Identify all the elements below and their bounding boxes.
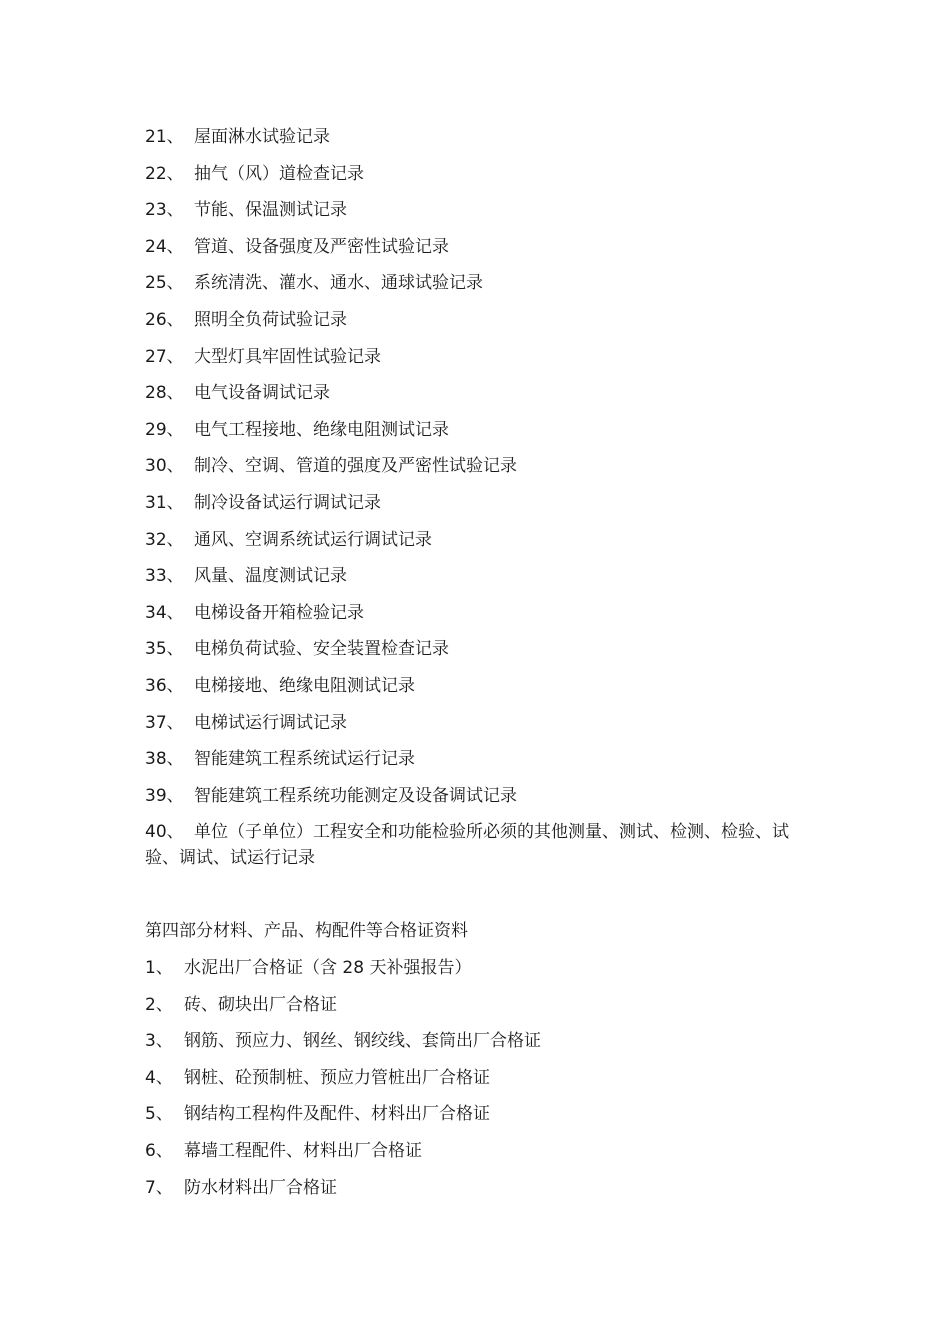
item-text: 钢结构工程构件及配件、材料出厂合格证 — [184, 1104, 490, 1125]
item-text: 电气工程接地、绝缘电阻测试记录 — [194, 419, 449, 440]
item-number: 30、 — [145, 456, 184, 477]
list-item — [145, 992, 815, 1018]
list-item — [145, 417, 815, 443]
item-text: 钢筋、预应力、钢丝、钢绞线、套筒出厂合格证 — [184, 1031, 541, 1052]
item-text: 制冷设备试运行调试记录 — [194, 492, 381, 513]
item-text: 管道、设备强度及严密性试验记录 — [194, 236, 449, 257]
list-item — [145, 746, 815, 772]
item-text: 水泥出厂合格证（含 28 天补强报告） — [184, 958, 472, 978]
list-item — [145, 710, 815, 736]
part3-list — [145, 124, 815, 882]
list-item — [145, 527, 815, 553]
item-number: 33、 — [145, 566, 184, 587]
item-number: 21、 — [145, 127, 184, 147]
list-item — [145, 344, 815, 370]
item-number: 23、 — [145, 200, 184, 221]
item-number: 5、 — [145, 1104, 173, 1125]
item-number: 24、 — [145, 236, 184, 257]
list-item — [145, 380, 815, 406]
item-number: 22、 — [145, 163, 184, 184]
list-item — [145, 124, 815, 150]
list-item — [145, 673, 815, 699]
item-text: 节能、保温测试记录 — [194, 200, 347, 221]
item-number: 28、 — [145, 383, 184, 404]
item-text: 通风、空调系统试运行调试记录 — [194, 529, 432, 550]
item-text: 照明全负荷试验记录 — [194, 309, 347, 330]
item-number: 3、 — [145, 1031, 173, 1052]
list-item — [145, 197, 815, 223]
list-item — [145, 563, 815, 589]
item-text: 防水材料出厂合格证 — [184, 1177, 337, 1198]
list-item — [145, 600, 815, 626]
item-text: 电梯试运行调试记录 — [194, 712, 347, 733]
item-text: 钢桩、砼预制桩、预应力管桩出厂合格证 — [184, 1067, 490, 1088]
item-text: 电梯设备开箱检验记录 — [194, 602, 364, 623]
list-item — [145, 453, 815, 479]
item-number: 29、 — [145, 419, 184, 440]
list-item — [145, 783, 815, 809]
item-number: 38、 — [145, 749, 184, 770]
item-text: 智能建筑工程系统试运行记录 — [194, 749, 415, 770]
list-item — [145, 1028, 815, 1054]
list-item — [145, 1065, 815, 1091]
item-text: 砖、砌块出厂合格证 — [184, 994, 337, 1015]
item-text: 风量、温度测试记录 — [194, 566, 347, 587]
item-number: 31、 — [145, 492, 184, 513]
item-number: 36、 — [145, 675, 184, 696]
list-item — [145, 636, 815, 662]
list-item — [145, 1101, 815, 1127]
item-number: 7、 — [145, 1177, 173, 1198]
item-number: 26、 — [145, 309, 184, 330]
list-item — [145, 490, 815, 516]
item-text: 单位（子单位）工程安全和功能检验所必须的其他测量、测试、检测、检验、试验、调试、试运行记录 — [145, 822, 789, 869]
item-text: 制冷、空调、管道的强度及严密性试验记录 — [194, 456, 517, 477]
list-item — [145, 270, 815, 296]
item-number: 2、 — [145, 994, 173, 1015]
list-item — [145, 161, 815, 187]
item-number: 32、 — [145, 529, 184, 550]
item-text: 电梯接地、绝缘电阻测试记录 — [194, 675, 415, 696]
item-number: 40、 — [145, 822, 184, 843]
item-number: 25、 — [145, 273, 184, 294]
item-number: 6、 — [145, 1140, 173, 1161]
item-text: 电气设备调试记录 — [194, 383, 330, 404]
list-item — [145, 307, 815, 333]
item-number: 34、 — [145, 602, 184, 623]
item-text: 电梯负荷试验、安全装置检查记录 — [194, 639, 449, 660]
item-text: 系统清洗、灌水、通水、通球试验记录 — [194, 273, 483, 294]
list-item — [145, 955, 815, 981]
item-text: 抽气（风）道检查记录 — [194, 163, 364, 184]
list-item — [145, 1175, 815, 1201]
item-number: 39、 — [145, 785, 184, 806]
item-number: 4、 — [145, 1067, 173, 1088]
list-item — [145, 1138, 815, 1164]
item-number: 1、 — [145, 958, 173, 978]
item-text: 大型灯具牢固性试验记录 — [194, 346, 381, 367]
part4-list — [145, 955, 815, 1211]
section-title: 第四部分材料、产品、构配件等合格证资料 — [145, 921, 468, 941]
item-text: 智能建筑工程系统功能测定及设备调试记录 — [194, 785, 517, 806]
item-text: 屋面淋水试验记录 — [194, 127, 330, 147]
list-item — [145, 819, 815, 871]
list-item — [145, 234, 815, 260]
item-text: 幕墙工程配件、材料出厂合格证 — [184, 1140, 422, 1161]
item-number: 35、 — [145, 639, 184, 660]
item-number: 37、 — [145, 712, 184, 733]
item-number: 27、 — [145, 346, 184, 367]
